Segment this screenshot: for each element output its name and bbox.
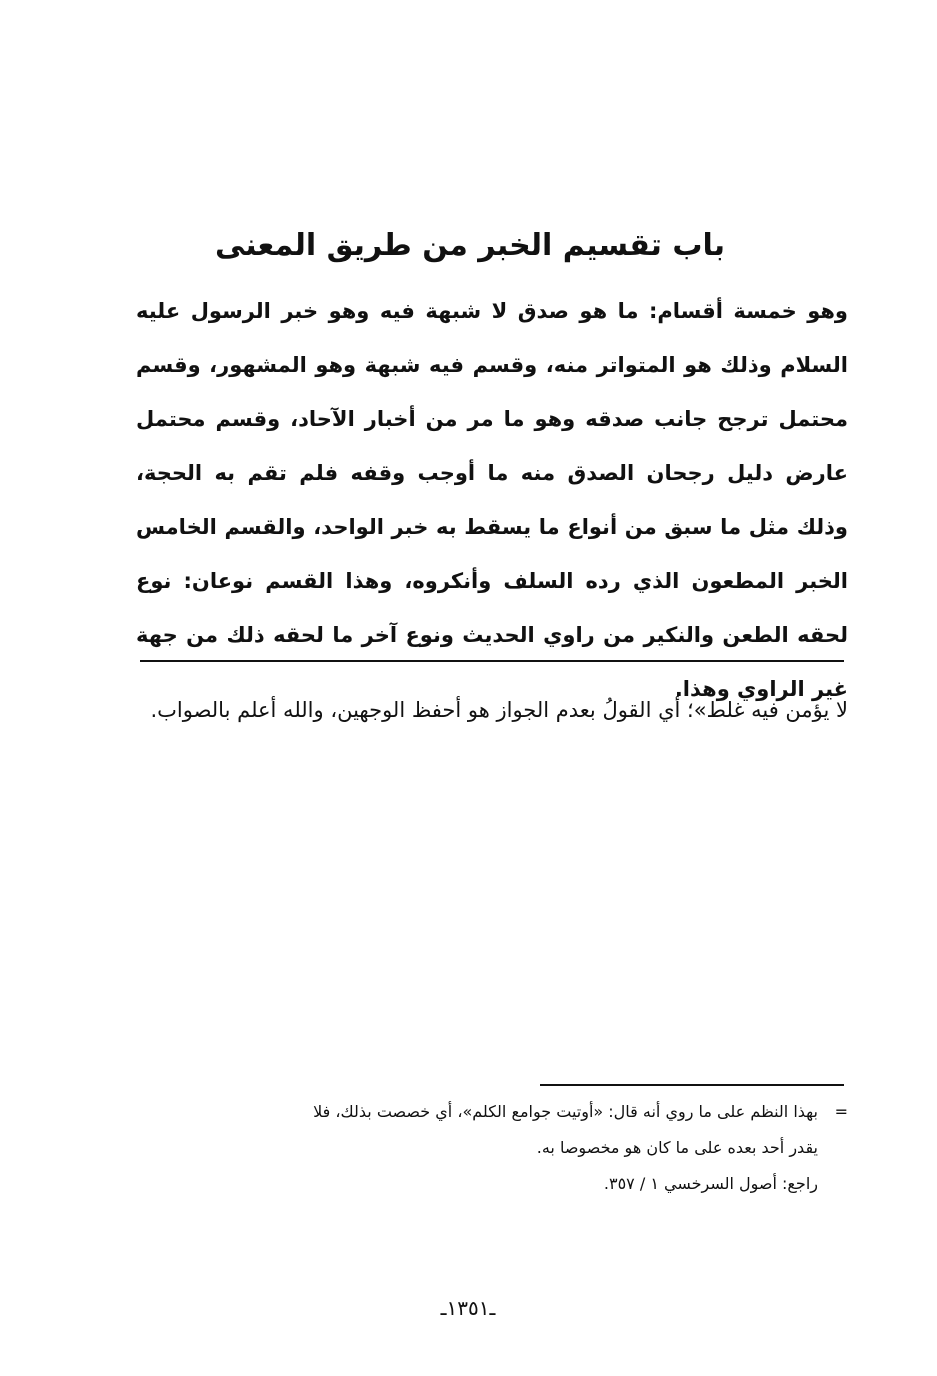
footnote-rule <box>540 1084 844 1086</box>
footnote-continuation-marker: = <box>834 1102 848 1121</box>
page-number: ـ١٣٥١ـ <box>440 1296 496 1320</box>
continuation-paragraph: لا يؤمن فيه غلط»؛ أي القولُ بعدم الجواز هو أحفظ الوجهين، والله أعلم بالصواب. <box>150 698 848 722</box>
footnote-text-2: يقدر أحد بعده على ما كان هو مخصوصا به. <box>536 1138 818 1157</box>
main-paragraph: وهو خمسة أقسام: ما هو صدق لا شبهة فيه وهو خبر الرسول عليه السلام وذلك هو المتواتر منه، وقسم فيه شبهة وهو المشهور، وقسم محتمل ترجح جانب صدقه وهو ما مر من أخبار الآحاد، وقسم محتمل عارض دليل رجحان الصدق منه ما أوجب وقفه فلم تقم به الحجة، وذلك مثل ما سبق من أنواع ما يسقط به خبر الواحد، والقسم الخامس الخبر المطعون الذي رده السلف وأنكروه، وهذا القسم نوعان: نوع لحقه الطعن والنكير من راوي الحديث ونوع آخر ما لحقه ذلك من جهة غير الراوي وهذا. <box>136 299 848 701</box>
separator-rule <box>140 660 844 662</box>
section-heading: باب تقسيم الخبر من طريق المعنى <box>214 228 726 263</box>
footnote-reference: راجع: أصول السرخسي ١ / ٣٥٧. <box>603 1174 818 1193</box>
footnote-line-1 <box>136 1094 848 1130</box>
footnote-block <box>136 1094 848 1202</box>
footnote-text-1: بهذا النظم على ما روي أنه قال: «أوتيت جوامع الكلم»، أي خصصت بذلك، فلا <box>313 1102 818 1121</box>
